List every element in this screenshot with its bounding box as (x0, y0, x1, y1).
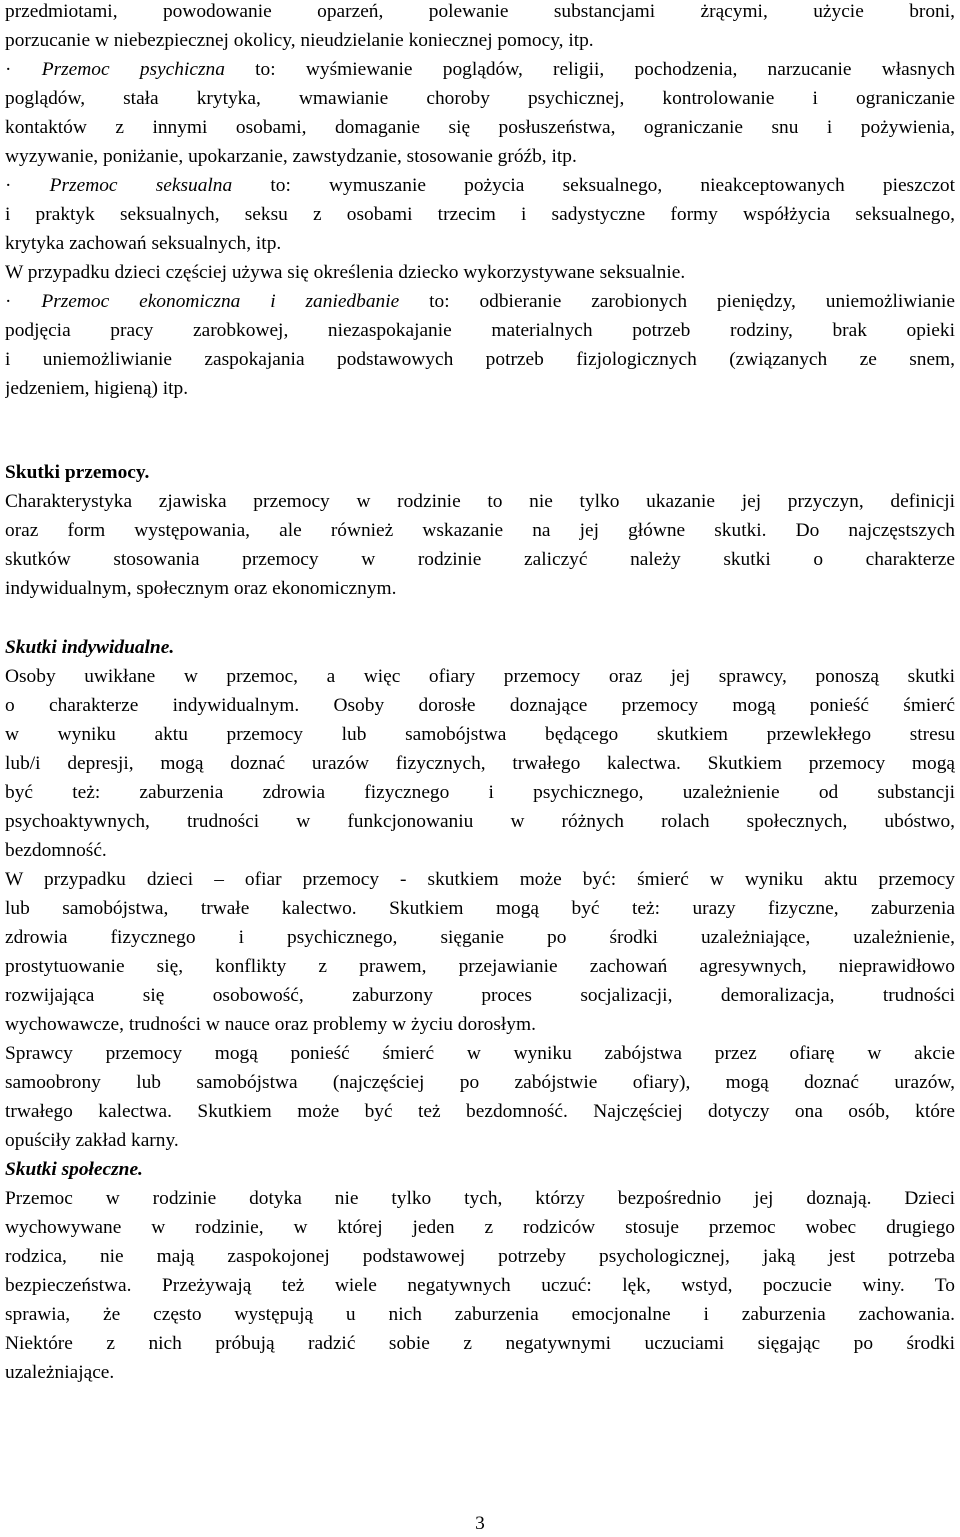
text-run: W przypadku dzieci – ofiar przemocy - skutkiem może być: śmierć w wyniku aktu przemocy (5, 869, 955, 890)
text-line (5, 1213, 955, 1242)
text-run: to: wymuszanie pożycia seksualnego, nieakceptowanych pieszczot (232, 175, 955, 196)
text-run: W przypadku dzieci częściej używa się określenia dziecko wykorzystywane seksualnie. (5, 262, 686, 283)
text-run: i praktyk seksualnych, seksu z osobami trzecim i sadystyczne formy współżycia seksualnego, (5, 204, 955, 225)
text-line (5, 84, 955, 113)
emphasis-text: Przemoc seksualna (49, 175, 233, 196)
text-run: · (5, 291, 42, 312)
text-run: o charakterze indywidualnym. Osoby dorosłe doznające przemocy mogą ponieść śmierć (5, 695, 955, 716)
text-run: prostytuowanie się, konflikty z prawem, przejawianie zachowań agresywnych, nieprawidłowo (5, 956, 955, 977)
text-run: indywidualnym, społecznym oraz ekonomicznym. (5, 578, 397, 599)
emphasis-text: Przemoc psychiczna (41, 59, 225, 80)
text-run: sprawia, że często występują u nich zaburzenia emocjonalne i zaburzenia zachowania. (5, 1304, 955, 1325)
text-line (5, 0, 955, 26)
text-run: to: odbieranie zarobionych pieniędzy, uniemożliwianie (399, 291, 955, 312)
text-line (5, 545, 955, 574)
text-line (5, 258, 955, 287)
text-line (5, 952, 955, 981)
emphasis-text: Skutki przemocy. (5, 462, 150, 483)
text-run: wychowawcze, trudności w nauce oraz problemy w życiu dorosłym. (5, 1014, 536, 1035)
text-line (5, 26, 955, 55)
text-line (5, 1358, 955, 1387)
text-line (5, 1242, 955, 1271)
emphasis-text: Przemoc ekonomiczna i zaniedbanie (41, 291, 400, 312)
text-line (5, 374, 955, 403)
text-run: lub samobójstwa, trwałe kalectwo. Skutkiem mogą być też: urazy fizyczne, zaburzenia (5, 898, 955, 919)
text-run: bezpieczeństwa. Przeżywają też wiele negatywnych uczuć: lęk, wstyd, poczucie winy. To (5, 1275, 955, 1296)
text-line (5, 200, 955, 229)
text-run: opuściły zakład karny. (5, 1130, 179, 1151)
text-line (5, 981, 955, 1010)
text-line (5, 1300, 955, 1329)
text-line (5, 574, 955, 603)
text-line (5, 171, 955, 200)
text-run: zdrowia fizycznego i psychicznego, sięganie po środki uzależniające, uzależnienie, (5, 927, 955, 948)
text-run: przedmiotami, powodowanie oparzeń, polewanie substancjami żrącymi, użycie broni, (5, 1, 955, 22)
text-line (5, 778, 955, 807)
text-line (5, 458, 955, 487)
text-line (5, 1126, 955, 1155)
text-run: trwałego kalectwa. Skutkiem może być też bezdomność. Najczęściej dotyczy ona osób, które (5, 1101, 955, 1122)
text-run: to: wyśmiewanie poglądów, religii, pochodzenia, narzucanie własnych (224, 59, 955, 80)
individual-consequences-section (5, 633, 955, 1155)
text-line (5, 1039, 955, 1068)
text-line (5, 1184, 955, 1213)
text-line (5, 836, 955, 865)
text-run: krytyka zachowań seksualnych, itp. (5, 233, 282, 254)
text-line (5, 865, 955, 894)
text-line (5, 1329, 955, 1358)
text-line (5, 720, 955, 749)
text-run: Niektóre z nich próbują radzić sobie z negatywnymi uczuciami sięgając po środki (5, 1333, 955, 1354)
text-run: Sprawcy przemocy mogą ponieść śmierć w wyniku zabójstwa przez ofiarę w akcie (5, 1043, 955, 1064)
text-line (5, 749, 955, 778)
text-line (5, 633, 955, 662)
text-run: rozwijająca się osobowość, zaburzony proces socjalizacji, demoralizacja, trudności (5, 985, 955, 1006)
text-run: · (5, 59, 42, 80)
text-run: · (5, 175, 50, 196)
text-run: być też: zaburzenia zdrowia fizycznego i psychicznego, uzależnienie od substancji (5, 782, 955, 803)
text-run: rodzica, nie mają zaspokojonej podstawowej potrzeby psychologicznej, jaką jest potrzeba (5, 1246, 955, 1267)
text-run: psychoaktywnych, trudności w funkcjonowaniu w różnych rolach społecznych, ubóstwo, (5, 811, 955, 832)
text-line (5, 662, 955, 691)
text-run: kontaktów z innymi osobami, domaganie się posłuszeństwa, ograniczanie snu i pożywienia, (5, 117, 955, 138)
text-run: bezdomność. (5, 840, 107, 861)
text-line (5, 807, 955, 836)
text-line (5, 691, 955, 720)
text-line (5, 1155, 955, 1184)
text-run: podjęcia pracy zarobkowej, niezaspokajanie materialnych potrzeb rodziny, brak opieki (5, 320, 955, 341)
text-line (5, 113, 955, 142)
text-run: lub/i depresji, mogą doznać urazów fizycznych, trwałego kalectwa. Skutkiem przemocy mogą (5, 753, 955, 774)
text-line (5, 516, 955, 545)
text-line (5, 923, 955, 952)
page-number: 3 (475, 1513, 485, 1534)
text-run: i uniemożliwianie zaspokajania podstawowych potrzeb fizjologicznych (związanych ze snem, (5, 349, 955, 370)
text-run: oraz form występowania, ale również wskazanie na jej główne skutki. Do najczęstszych (5, 520, 955, 541)
text-line (5, 287, 955, 316)
emphasis-text: Skutki społeczne. (5, 1159, 143, 1180)
emphasis-text: Skutki indywidualne. (5, 637, 175, 658)
text-line (5, 1271, 955, 1300)
text-run: skutków stosowania przemocy w rodzinie zaliczyć należy skutki o charakterze (5, 549, 955, 570)
text-run: wychowywane w rodzinie, w której jeden z rodziców stosuje przemoc wobec drugiego (5, 1217, 955, 1238)
text-run: w wyniku aktu przemocy lub samobójstwa będącego skutkiem przewlekłego stresu (5, 724, 955, 745)
text-line (5, 142, 955, 171)
social-consequences-section (5, 1155, 955, 1387)
text-line (5, 894, 955, 923)
text-run: jedzeniem, higieną) itp. (5, 378, 189, 399)
text-line (5, 55, 955, 84)
text-line (5, 345, 955, 374)
text-run: wyzywanie, poniżanie, upokarzanie, zawstydzanie, stosowanie gróźb, itp. (5, 146, 577, 167)
text-run: Osoby uwikłane w przemoc, a więc ofiary przemocy oraz jej sprawcy, ponoszą skutki (5, 666, 955, 687)
text-line (5, 1097, 955, 1126)
consequences-section (5, 458, 955, 603)
text-run: Charakterystyka zjawiska przemocy w rodzinie to nie tylko ukazanie jej przyczyn, definicji (5, 491, 955, 512)
text-run: uzależniające. (5, 1362, 115, 1383)
text-run: Przemoc w rodzinie dotyka nie tylko tych, którzy bezpośrednio jej doznają. Dzieci (5, 1188, 955, 1209)
text-line (5, 229, 955, 258)
text-line (5, 487, 955, 516)
text-run: poglądów, stała krytyka, wmawianie choroby psychicznej, kontrolowanie i ograniczanie (5, 88, 955, 109)
text-run: porzucanie w niebezpiecznej okolicy, nieudzielanie koniecznej pomocy, itp. (5, 30, 594, 51)
text-line (5, 1010, 955, 1039)
text-line (5, 316, 955, 345)
text-line (5, 1068, 955, 1097)
violence-types-paragraph (5, 0, 955, 403)
text-run: samoobrony lub samobójstwa (najczęściej po zabójstwie ofiary), mogą doznać urazów, (5, 1072, 955, 1093)
